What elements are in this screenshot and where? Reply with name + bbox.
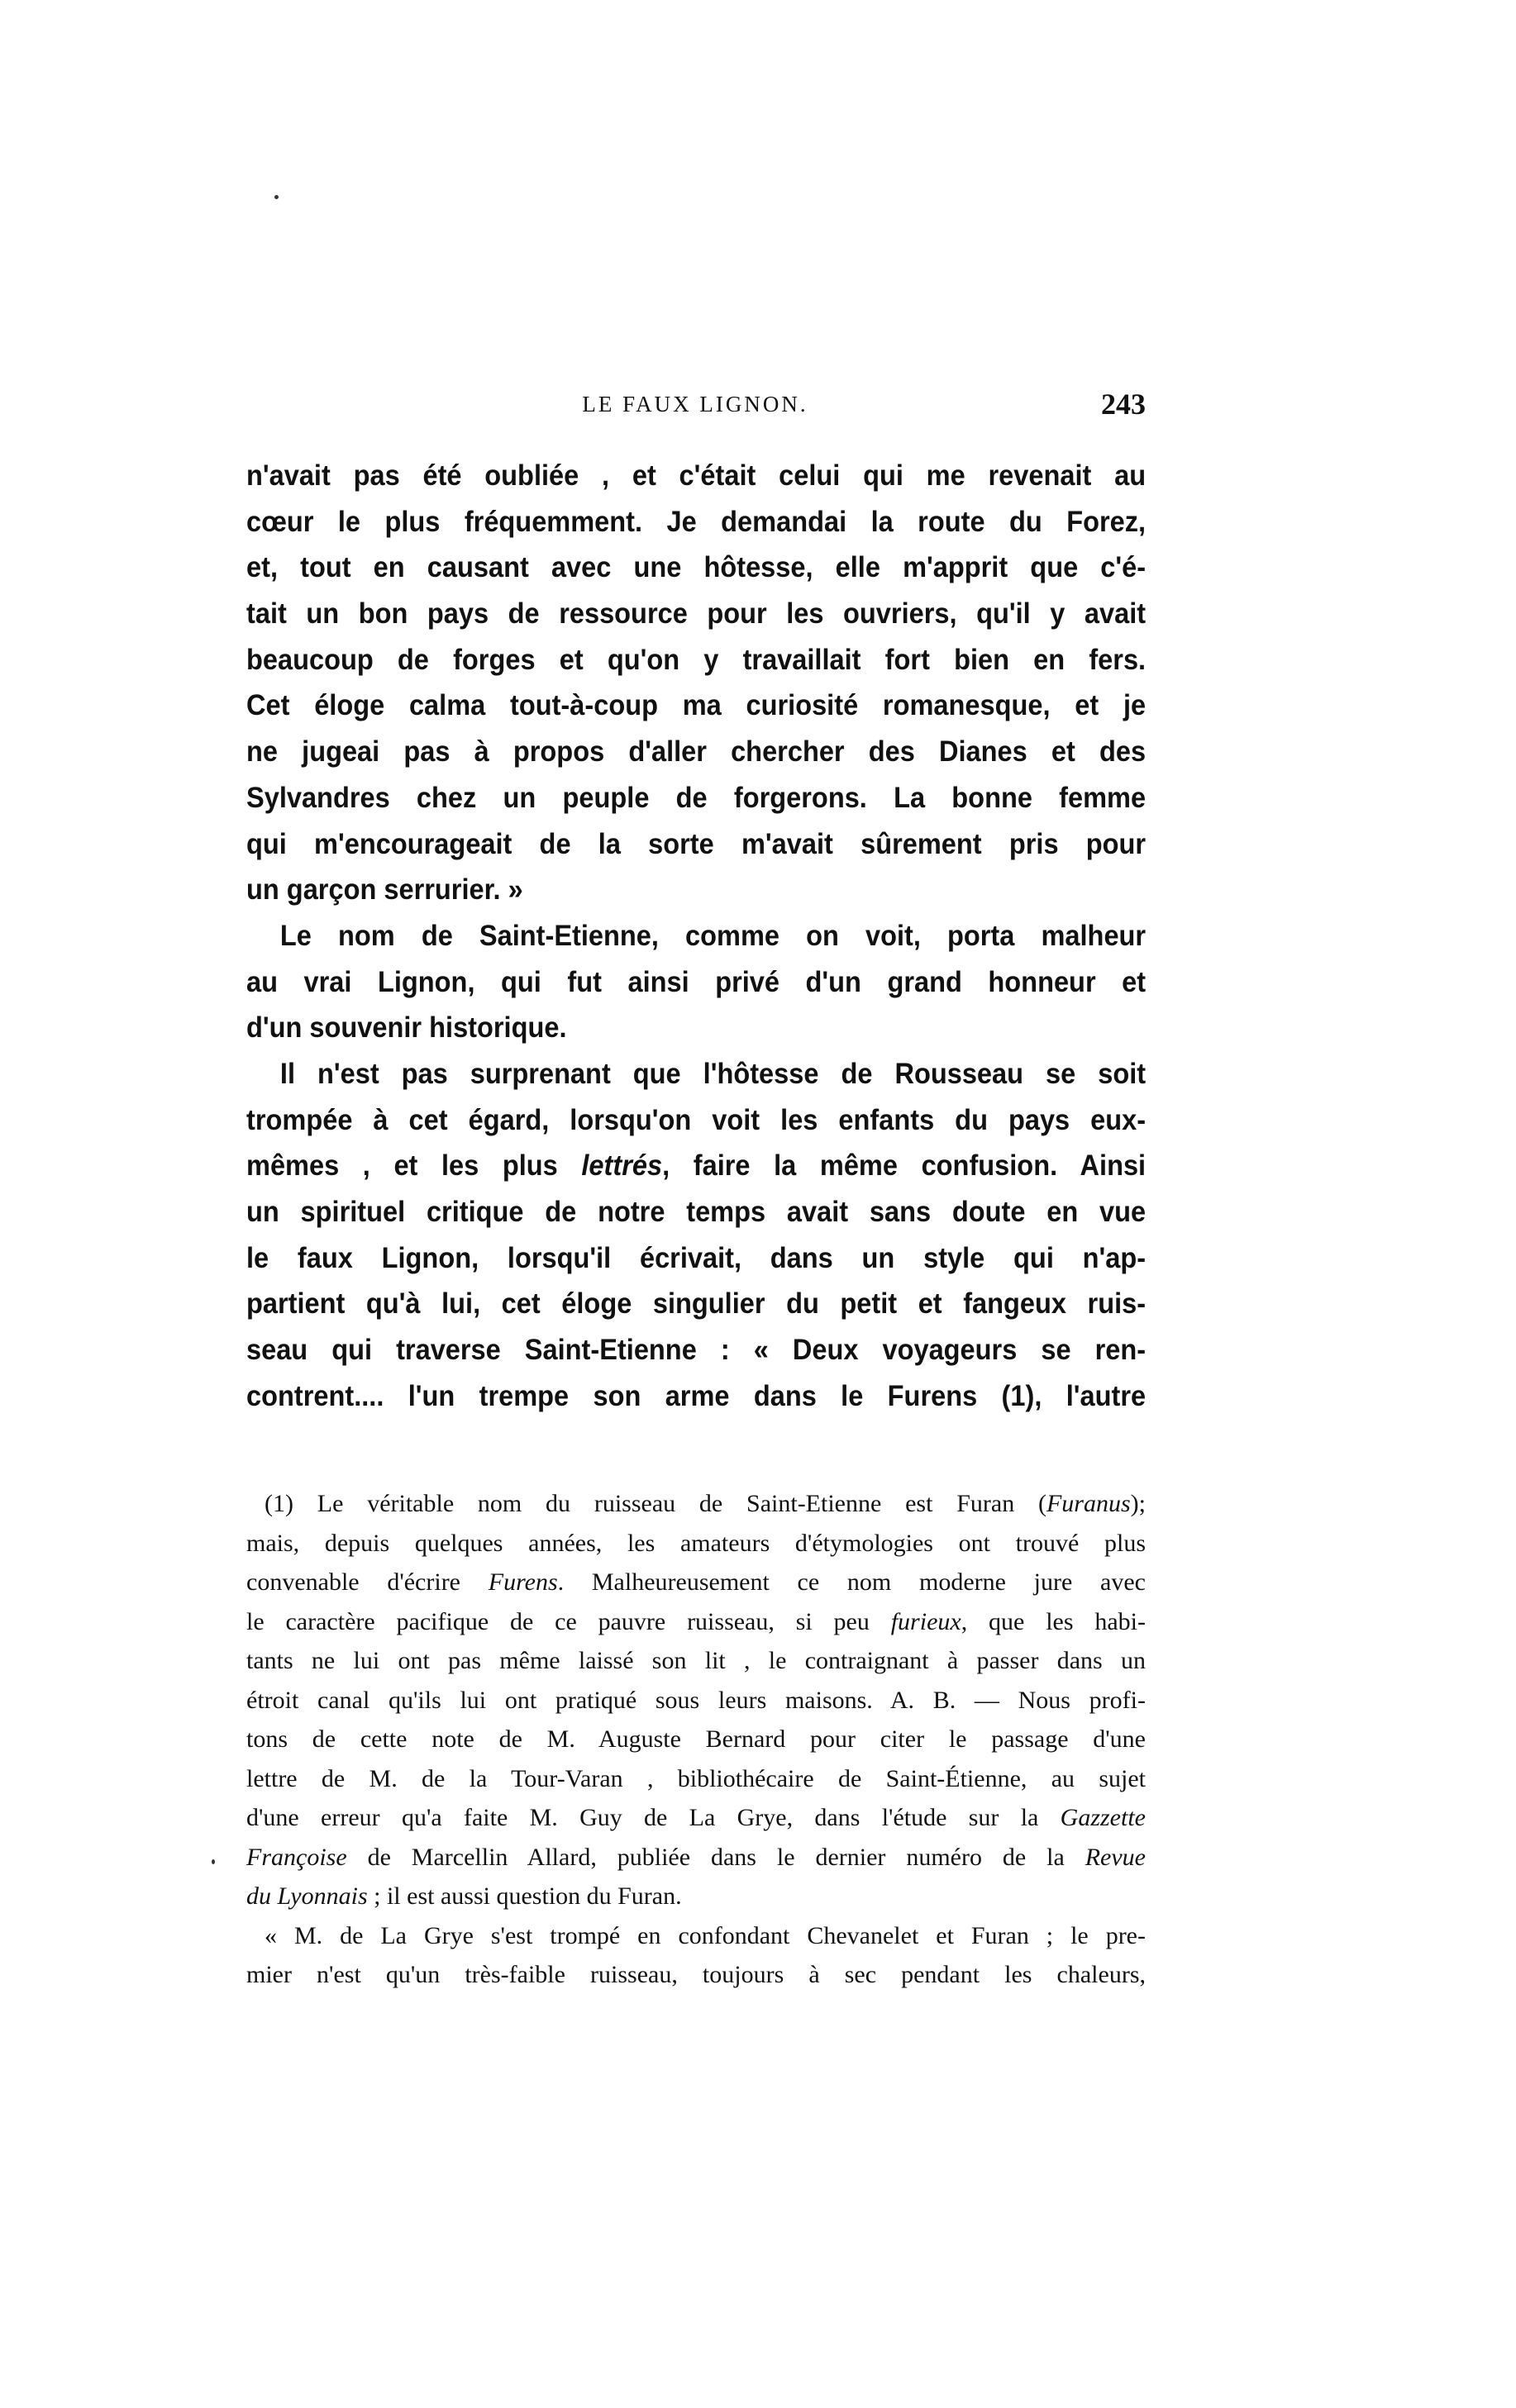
print-speck	[212, 1859, 215, 1864]
text-line	[246, 1051, 1146, 1097]
italic-text: furieux	[890, 1607, 961, 1635]
text-segment: , que les habi-	[961, 1607, 1147, 1635]
footnote-line	[246, 1681, 1146, 1720]
text-segment: mais, depuis quelques années, les amateurs d'étymologies ont trouvé plus	[246, 1529, 1146, 1557]
text-segment: , faire la même confusion. Ainsi	[662, 1149, 1147, 1183]
footnote-line	[246, 1602, 1146, 1642]
text-segment: );	[1130, 1490, 1146, 1517]
footnote-line	[246, 1955, 1146, 1995]
text-segment: mier n'est qu'un très-faible ruisseau, toujours à sec pendant les chaleurs,	[246, 1961, 1146, 1988]
print-speck	[274, 195, 279, 199]
page-number: 243	[1101, 388, 1146, 421]
text-segment: ne jugeai pas à propos d'aller chercher des Dianes et des	[246, 735, 1147, 769]
text-segment: Le nom de Saint-Etienne, comme on voit, porta malheur	[279, 919, 1147, 952]
text-segment: seau qui traverse Saint-Etienne : « Deux voyageurs se ren-	[246, 1334, 1147, 1367]
text-line	[246, 1373, 1146, 1420]
text-segment: convenable d'écrire	[246, 1568, 489, 1596]
footnote-line	[246, 1759, 1146, 1799]
italic-text: Furanus	[1046, 1490, 1131, 1517]
text-line	[246, 1143, 1146, 1189]
text-segment: partient qu'à lui, cet éloge singulier du petit et fangeux ruis-	[246, 1287, 1147, 1321]
italic-text: du Lyonnais	[246, 1882, 368, 1910]
text-segment: tait un bon pays de ressource pour les ouvriers, qu'il y avait	[246, 597, 1147, 631]
italic-text: Furens	[488, 1568, 558, 1596]
text-segment: tants ne lui ont pas même laissé son lit , le contraignant à passer dans un	[246, 1647, 1146, 1674]
text-segment: d'un souvenir historique.	[246, 1011, 567, 1045]
text-line	[246, 545, 1146, 591]
text-segment: un garçon serrurier. »	[246, 873, 523, 907]
text-segment: n'avait pas été oubliée , et c'était celui qui me revenait au	[246, 459, 1147, 492]
text-segment: tons de cette note de M. Auguste Bernard pour citer le passage d'une	[246, 1725, 1146, 1753]
text-segment: lettre de M. de la Tour-Varan , bibliothécaire de Saint-Étienne, au sujet	[246, 1764, 1146, 1792]
text-line	[246, 1235, 1146, 1282]
text-segment: un spirituel critique de notre temps avait sans doute en vue	[246, 1196, 1147, 1228]
text-segment: étroit canal qu'ils lui ont pratiqué sous leurs maisons. A. B. — Nous profi-	[246, 1686, 1146, 1714]
text-segment: de Marcellin Allard, publiée dans le dernier numéro de la	[346, 1843, 1085, 1871]
text-segment: cœur le plus fréquemment. Je demandai la route du Forez,	[246, 505, 1147, 538]
text-line	[246, 499, 1146, 545]
text-line	[246, 591, 1146, 637]
footnotes	[246, 1484, 1146, 1995]
text-segment: Sylvandres chez un peuple de forgerons. La bonne femme	[246, 781, 1147, 814]
text-segment: Il n'est pas surprenant que l'hôtesse de Rousseau se soit	[279, 1057, 1147, 1090]
italic-text: Françoise	[246, 1843, 347, 1871]
running-title: LE FAUX LIGNON.	[582, 392, 808, 416]
text-segment: qui m'encourageait de la sorte m'avait sûrement pris pour	[246, 827, 1147, 860]
text-line	[246, 453, 1146, 499]
text-line	[246, 821, 1146, 868]
footnote-line	[246, 1484, 1146, 1524]
text-segment: . Malheureusement ce nom moderne jure avec	[557, 1568, 1147, 1596]
main-text	[246, 453, 1146, 1419]
footnote-line	[246, 1641, 1146, 1681]
text-segment: d'une erreur qu'a faite M. Guy de La Grye, dans l'étude sur la	[246, 1804, 1061, 1831]
text-line	[246, 913, 1146, 959]
footnote-line	[246, 1524, 1146, 1563]
text-line	[246, 867, 1146, 913]
footnote-line	[246, 1720, 1146, 1759]
text-segment: Cet éloge calma tout-à-coup ma curiosité romanesque, et je	[246, 689, 1147, 722]
footnote-line	[246, 1877, 1146, 1916]
text-line	[246, 729, 1146, 775]
italic-text: Gazzette	[1060, 1804, 1146, 1831]
text-line	[246, 683, 1146, 729]
italic-text: lettrés	[581, 1149, 663, 1183]
text-segment: et, tout en causant avec une hôtesse, elle m'apprit que c'é-	[246, 551, 1147, 584]
italic-text: Revue	[1085, 1843, 1146, 1871]
footnote-line	[246, 1798, 1146, 1838]
footnote-line	[246, 1563, 1146, 1602]
text-segment: « M. de La Grye s'est trompé en confondant Chevanelet et Furan ; le pre-	[265, 1921, 1146, 1949]
text-segment: mêmes , et les plus	[246, 1149, 582, 1183]
text-line	[246, 637, 1146, 683]
text-line	[246, 1005, 1146, 1051]
text-line	[246, 1189, 1146, 1235]
text-segment: le caractère pacifique de ce pauvre ruisseau, si peu	[246, 1607, 891, 1635]
footnote-line	[246, 1916, 1146, 1956]
text-line	[246, 775, 1146, 821]
text-segment: ; il est aussi question du Furan.	[367, 1882, 682, 1910]
text-segment: trompée à cet égard, lorsqu'on voit les enfants du pays eux-	[246, 1103, 1147, 1136]
text-segment: le faux Lignon, lorsqu'il écrivait, dans un style qui n'ap-	[246, 1241, 1147, 1274]
text-line	[246, 959, 1146, 1006]
running-header	[245, 387, 1146, 423]
text-segment: beaucoup de forges et qu'on y travaillait fort bien en fers.	[246, 643, 1147, 676]
text-line	[246, 1097, 1146, 1144]
text-segment: (1) Le véritable nom du ruisseau de Saint-Etienne est Furan (	[265, 1490, 1046, 1517]
footnote-line	[246, 1838, 1146, 1877]
text-line	[246, 1281, 1146, 1327]
text-segment: contrent.... l'un trempe son arme dans le Furens (1), l'autre	[246, 1379, 1147, 1412]
text-line	[246, 1327, 1146, 1373]
text-segment: au vrai Lignon, qui fut ainsi privé d'un grand honneur et	[246, 965, 1147, 998]
